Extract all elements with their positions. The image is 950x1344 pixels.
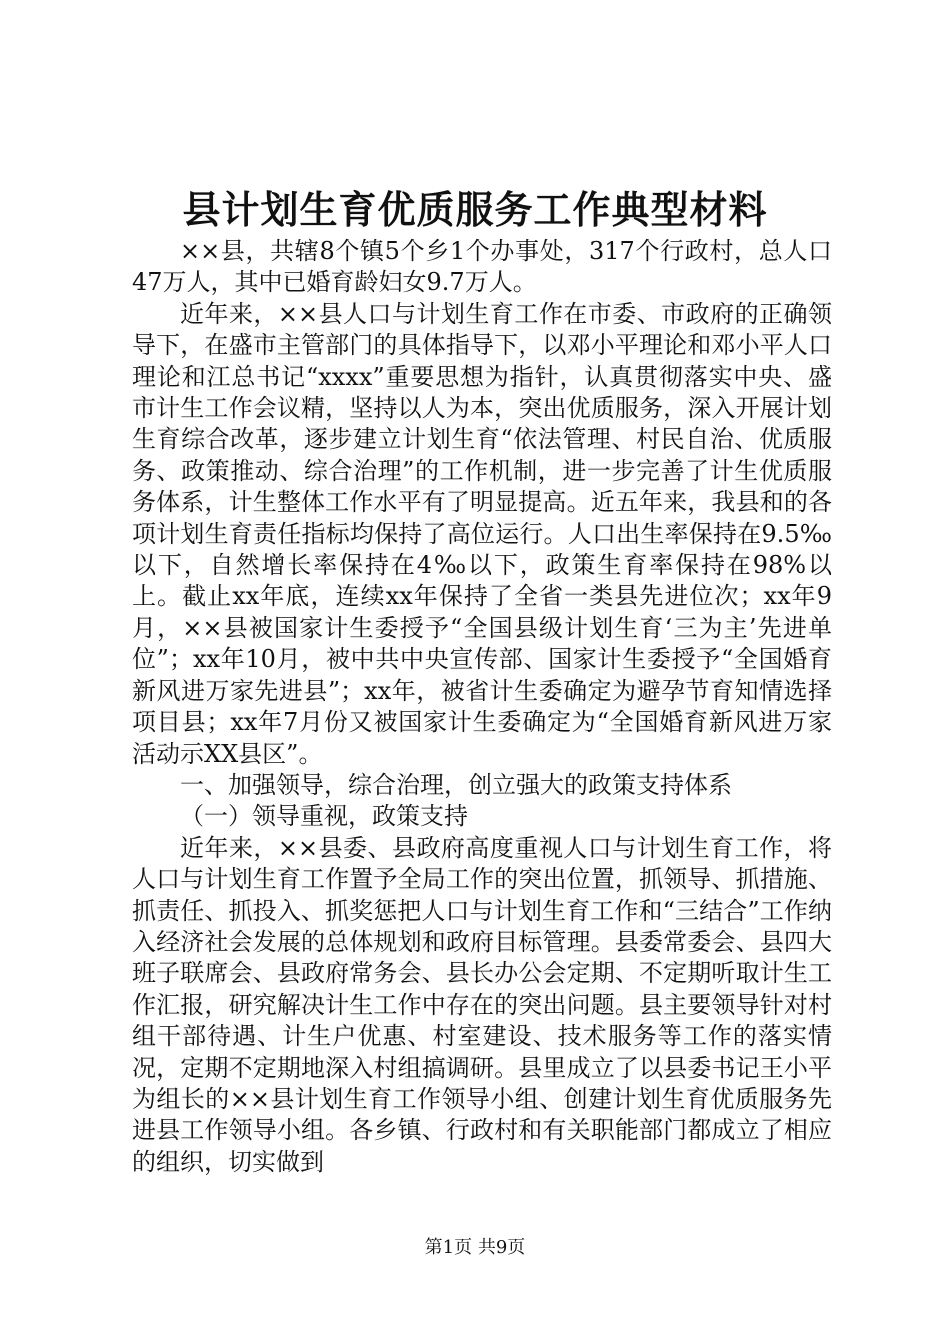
paragraph-overview: 近年来，××县人口与计划生育工作在市委、市政府的正确领导下，在盛市主管部门的具体指导下，以邓小平理论和邓小平人口理论和江总书记“xxxx”重要思想为指针，认真贯彻落实中央、盛市计生工作会议精，坚持以人为本，突出优质服务，深入开展计划生育综合改革，逐步建立计划生育“依法管理、村民自治、优质服务、政策推动、综合治理”的工作机制，进一步完善了计生优质服务体系，计生整体工作水平有了明显提高。近五年来，我县和的各项计划生育责任指标均保持了高位运行。人口出生率保持在9.5‰以下，自然增长率保持在4‰以下，政策生育率保持在98%以上。截止xx年底，连续xx年保持了全省一类县先进位次；xx年9月，××县被国家计生委授予“全国县级计划生育‘三为主’先进单位”；xx年10月，被中共中央宣传部、国家计生委授予“全国婚育新风进万家先进县”；xx年，被省计生委确定为避孕节育知情选择项目县；xx年7月份又被国家计生委确定为“全国婚育新风进万家活动示XX县区”。: [132, 299, 832, 768]
document-body: [132, 236, 832, 1178]
paragraph-leadership: 近年来，××县委、县政府高度重视人口与计划生育工作，将人口与计划生育工作置予全局工作的突出位置，抓领导、抓措施、抓责任、抓投入、抓奖惩把人口与计划生育工作和“三结合”工作纳入经济社会发展的总体规划和政府目标管理。县委常委会、县四大班子联席会、县政府常务会、县长办公会定期、不定期听取计生工作汇报，研究解决计生工作中存在的突出问题。县主要领导针对村组干部待遇、计生户优惠、村室建设、技术服务等工作的落实情况，定期不定期地深入村组搞调研。县里成立了以县委书记王小平为组长的××县计划生育工作领导小组、创建计划生育优质服务先进县工作领导小组。各乡镇、行政村和有关职能部门都成立了相应的组织，切实做到: [132, 833, 832, 1176]
page-footer: 第1页 共9页: [424, 1237, 526, 1258]
section-heading: 一、加强领导，综合治理，创立强大的政策支持体系: [180, 770, 732, 799]
paragraph-intro: ××县，共辖8个镇5个乡1个办事处，317个行政村，总人口47万人，其中已婚育龄妇女9.7万人。: [132, 237, 832, 297]
subsection-heading: （一）领导重视，政策支持: [180, 802, 468, 831]
document-title: 县计划生育优质服务工作典型材料: [182, 187, 768, 232]
